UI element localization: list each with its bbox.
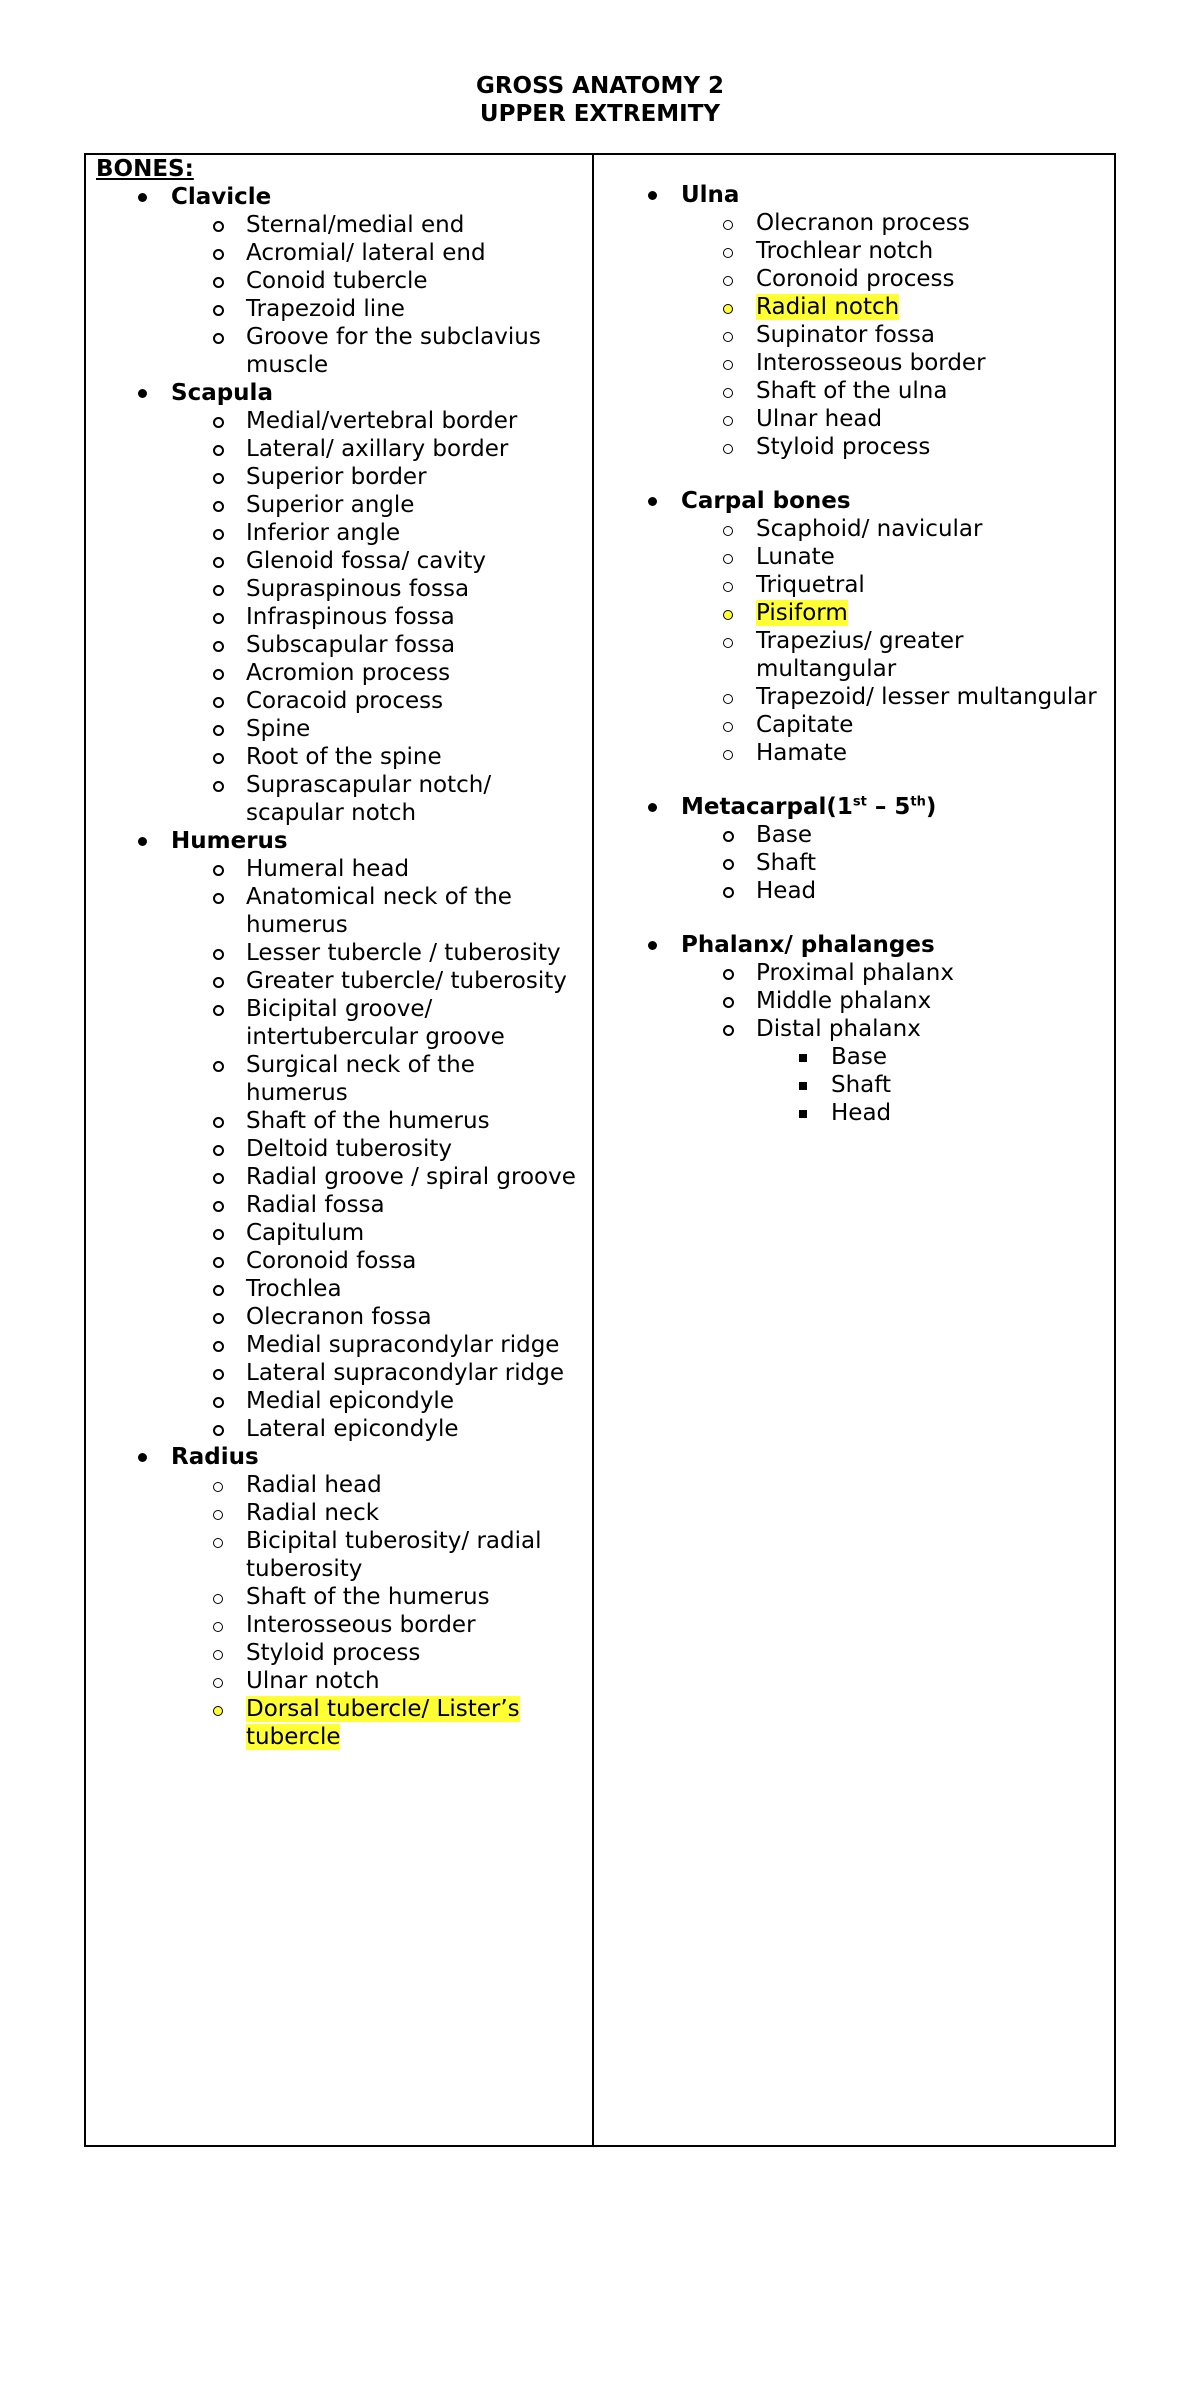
list-item: Coronoid fossa bbox=[96, 1247, 586, 1275]
list-item: Shaft bbox=[606, 849, 1111, 877]
list-item: Inferior angle bbox=[96, 519, 586, 547]
bullet-circle-icon bbox=[213, 1173, 224, 1184]
list-item-highlighted: Radial notch bbox=[606, 293, 1111, 321]
list-item: Radial fossa bbox=[96, 1191, 586, 1219]
list-item: Radial groove / spiral groove bbox=[96, 1163, 586, 1191]
bullet-circle-icon bbox=[213, 529, 224, 540]
bullet-circle-icon bbox=[213, 1397, 224, 1408]
bullet-disc-icon bbox=[138, 1453, 147, 1462]
bullet-circle-icon bbox=[723, 831, 734, 842]
bullet-circle-icon bbox=[213, 1313, 224, 1324]
list-item: Supinator fossa bbox=[606, 321, 1111, 349]
bullet-square-icon bbox=[799, 1082, 807, 1090]
bones-table bbox=[84, 153, 1116, 2147]
bullet-circle-icon bbox=[213, 473, 224, 484]
list-item: Subscapular fossa bbox=[96, 631, 586, 659]
bullet-circle-icon bbox=[213, 1678, 223, 1688]
bullet-circle-icon bbox=[213, 725, 224, 736]
sub-list-item: Shaft bbox=[606, 1071, 1111, 1099]
section-heading: BONES: bbox=[96, 156, 194, 182]
bullet-circle-icon bbox=[213, 333, 224, 344]
bullet-circle-icon bbox=[723, 416, 733, 426]
sub-list-item: Base bbox=[606, 1043, 1111, 1071]
bullet-disc-icon bbox=[648, 191, 657, 200]
list-item: Acromion process bbox=[96, 659, 586, 687]
bullet-circle-icon bbox=[723, 248, 733, 258]
bullet-circle-icon bbox=[723, 276, 733, 286]
list-item-highlighted: Pisiform bbox=[606, 599, 1111, 627]
bullet-circle-icon bbox=[213, 1061, 224, 1072]
bullet-circle-icon bbox=[213, 1229, 224, 1240]
list-item: Lesser tubercle / tuberosity bbox=[96, 939, 586, 967]
bullet-circle-icon bbox=[213, 1425, 224, 1436]
bullet-circle-icon bbox=[723, 750, 733, 760]
list-item: Superior angle bbox=[96, 491, 586, 519]
bullet-circle-icon bbox=[213, 1622, 223, 1632]
list-item: Coronoid process bbox=[606, 265, 1111, 293]
list-item: Anatomical neck of the bbox=[96, 883, 586, 911]
list-item: Base bbox=[606, 821, 1111, 849]
bullet-circle-icon bbox=[723, 360, 733, 370]
bullet-circle-icon bbox=[213, 249, 224, 260]
title-line-1: GROSS ANATOMY 2 bbox=[475, 73, 725, 99]
list-item: Acromial/ lateral end bbox=[96, 239, 586, 267]
right-column bbox=[606, 181, 1111, 1127]
bullet-circle-icon bbox=[723, 722, 733, 732]
group-heading-humerus: Humerus bbox=[96, 827, 586, 855]
bullet-circle-icon bbox=[723, 997, 734, 1008]
bullet-circle-icon bbox=[213, 641, 224, 652]
list-item: Conoid tubercle bbox=[96, 267, 586, 295]
list-item: Lateral supracondylar ridge bbox=[96, 1359, 586, 1387]
list-item: Radial neck bbox=[96, 1499, 586, 1527]
list-item: Medial/vertebral border bbox=[96, 407, 586, 435]
list-item: Lunate bbox=[606, 543, 1111, 571]
list-item: Triquetral bbox=[606, 571, 1111, 599]
bullet-circle-icon bbox=[723, 582, 733, 592]
list-item: Sternal/medial end bbox=[96, 211, 586, 239]
bullet-circle-icon bbox=[723, 220, 733, 230]
group-heading-carpal-bones: Carpal bones bbox=[606, 487, 1111, 515]
group-heading-ulna: Ulna bbox=[606, 181, 1111, 209]
bullet-circle-icon bbox=[213, 501, 224, 512]
phalanx-list bbox=[606, 959, 1111, 1127]
bullet-circle-icon bbox=[213, 1201, 224, 1212]
list-item: Humeral head bbox=[96, 855, 586, 883]
scapula-list bbox=[96, 407, 586, 827]
list-item: Medial supracondylar ridge bbox=[96, 1331, 586, 1359]
list-item: Proximal phalanx bbox=[606, 959, 1111, 987]
bullet-circle-icon bbox=[213, 753, 224, 764]
bullet-circle-icon bbox=[213, 781, 224, 792]
list-item: Middle phalanx bbox=[606, 987, 1111, 1015]
bullet-circle-icon bbox=[213, 613, 224, 624]
bullet-circle-icon bbox=[723, 554, 733, 564]
group-scapula bbox=[96, 379, 586, 827]
bullet-circle-icon bbox=[213, 417, 224, 428]
list-item: Hamate bbox=[606, 739, 1111, 767]
group-heading-phalanx: Phalanx/ phalanges bbox=[606, 931, 1111, 959]
list-item: Spine bbox=[96, 715, 586, 743]
bullet-circle-icon bbox=[213, 1369, 224, 1380]
bullet-circle-icon bbox=[213, 1341, 224, 1352]
list-item: Lateral epicondyle bbox=[96, 1415, 586, 1443]
bullet-circle-icon bbox=[213, 697, 224, 708]
list-item: Groove for the subclavius bbox=[96, 323, 586, 351]
left-column bbox=[96, 155, 586, 1751]
group-ulna bbox=[606, 181, 1111, 461]
radius-list bbox=[96, 1471, 586, 1751]
bullet-circle-icon bbox=[723, 388, 733, 398]
group-phalanx bbox=[606, 931, 1111, 1127]
list-item: Supraspinous fossa bbox=[96, 575, 586, 603]
humerus-list bbox=[96, 855, 586, 1443]
bullet-circle-icon bbox=[723, 887, 734, 898]
list-item: Trapezius/ greater bbox=[606, 627, 1111, 655]
bullet-circle-icon bbox=[213, 669, 224, 680]
list-item: Shaft of the ulna bbox=[606, 377, 1111, 405]
bullet-disc-icon bbox=[648, 941, 657, 950]
list-item: Trochlear notch bbox=[606, 237, 1111, 265]
bullet-circle-icon bbox=[723, 332, 733, 342]
group-radius bbox=[96, 1443, 586, 1751]
bullet-circle-icon bbox=[723, 610, 733, 620]
list-item: Ulnar notch bbox=[96, 1667, 586, 1695]
bullet-circle-icon bbox=[213, 1285, 224, 1296]
bullet-circle-icon bbox=[213, 277, 224, 288]
bullet-circle-icon bbox=[213, 1482, 223, 1492]
list-item: Suprascapular notch/ bbox=[96, 771, 586, 799]
list-item-continuation: tubercle bbox=[246, 1724, 341, 1750]
bullet-circle-icon bbox=[723, 694, 733, 704]
bullet-circle-icon bbox=[723, 859, 734, 870]
bullet-circle-icon bbox=[213, 1538, 223, 1548]
list-item: Glenoid fossa/ cavity bbox=[96, 547, 586, 575]
bullet-circle-icon bbox=[213, 1117, 224, 1128]
bullet-disc-icon bbox=[138, 389, 147, 398]
bullet-circle-icon bbox=[213, 305, 224, 316]
group-clavicle bbox=[96, 183, 586, 379]
group-humerus bbox=[96, 827, 586, 1443]
bullet-circle-icon bbox=[213, 221, 224, 232]
list-item-highlighted: Dorsal tubercle/ Lister’s bbox=[96, 1695, 586, 1723]
list-item: Styloid process bbox=[606, 433, 1111, 461]
column-divider bbox=[592, 155, 594, 2145]
list-item: Root of the spine bbox=[96, 743, 586, 771]
list-item: Olecranon process bbox=[606, 209, 1111, 237]
list-item-continuation: multangular bbox=[756, 656, 897, 682]
list-item: Greater tubercle/ tuberosity bbox=[96, 967, 586, 995]
list-item: Distal phalanx bbox=[606, 1015, 1111, 1043]
list-item: Lateral/ axillary border bbox=[96, 435, 586, 463]
bullet-square-icon bbox=[799, 1110, 807, 1118]
list-item: Trochlea bbox=[96, 1275, 586, 1303]
list-item-continuation: humerus bbox=[246, 1080, 348, 1106]
list-item-continuation: humerus bbox=[246, 912, 348, 938]
bullet-circle-icon bbox=[723, 526, 733, 536]
list-item-continuation: scapular notch bbox=[246, 800, 417, 826]
list-item: Medial epicondyle bbox=[96, 1387, 586, 1415]
bullet-circle-icon bbox=[213, 1650, 223, 1660]
list-item: Shaft of the humerus bbox=[96, 1583, 586, 1611]
list-item: Surgical neck of the bbox=[96, 1051, 586, 1079]
document-title bbox=[0, 72, 1200, 128]
list-item: Styloid process bbox=[96, 1639, 586, 1667]
list-item: Radial head bbox=[96, 1471, 586, 1499]
list-item: Superior border bbox=[96, 463, 586, 491]
bullet-disc-icon bbox=[138, 193, 147, 202]
list-item: Trapezoid line bbox=[96, 295, 586, 323]
list-item-continuation: muscle bbox=[246, 352, 329, 378]
carpal-list bbox=[606, 515, 1111, 767]
bullet-circle-icon bbox=[213, 585, 224, 596]
list-item: Infraspinous fossa bbox=[96, 603, 586, 631]
list-item: Olecranon fossa bbox=[96, 1303, 586, 1331]
bullet-circle-icon bbox=[213, 865, 224, 876]
list-item: Interosseous border bbox=[606, 349, 1111, 377]
list-item: Interosseous border bbox=[96, 1611, 586, 1639]
bullet-disc-icon bbox=[648, 497, 657, 506]
clavicle-list bbox=[96, 211, 586, 379]
ulna-list bbox=[606, 209, 1111, 461]
list-item: Bicipital groove/ bbox=[96, 995, 586, 1023]
bullet-disc-icon bbox=[648, 803, 657, 812]
bullet-disc-icon bbox=[138, 837, 147, 846]
bullet-circle-icon bbox=[213, 445, 224, 456]
bullet-circle-icon bbox=[213, 1145, 224, 1156]
group-metacarpal bbox=[606, 793, 1111, 905]
group-carpal-bones bbox=[606, 487, 1111, 767]
bullet-circle-icon bbox=[723, 1025, 734, 1036]
bullet-circle-icon bbox=[213, 893, 224, 904]
group-heading-radius: Radius bbox=[96, 1443, 586, 1471]
list-item: Deltoid tuberosity bbox=[96, 1135, 586, 1163]
bullet-circle-icon bbox=[213, 977, 224, 988]
metacarpal-list bbox=[606, 821, 1111, 905]
bullet-circle-icon bbox=[723, 638, 733, 648]
list-item: Shaft of the humerus bbox=[96, 1107, 586, 1135]
bullet-circle-icon bbox=[723, 304, 733, 314]
group-heading-scapula: Scapula bbox=[96, 379, 586, 407]
bullet-square-icon bbox=[799, 1054, 807, 1062]
bullet-circle-icon bbox=[213, 1005, 224, 1016]
group-heading-metacarpal: Metacarpal(1st – 5th) bbox=[606, 793, 1111, 821]
bullet-circle-icon bbox=[213, 1510, 223, 1520]
bullet-circle-icon bbox=[213, 1257, 224, 1268]
list-item-continuation: tuberosity bbox=[246, 1556, 363, 1582]
list-item: Ulnar head bbox=[606, 405, 1111, 433]
list-item: Capitate bbox=[606, 711, 1111, 739]
list-item-continuation: intertubercular groove bbox=[246, 1024, 505, 1050]
list-item: Bicipital tuberosity/ radial bbox=[96, 1527, 586, 1555]
bullet-circle-icon bbox=[213, 1706, 223, 1716]
list-item: Capitulum bbox=[96, 1219, 586, 1247]
list-item: Coracoid process bbox=[96, 687, 586, 715]
bullet-circle-icon bbox=[213, 1594, 223, 1604]
list-item: Head bbox=[606, 877, 1111, 905]
list-item: Trapezoid/ lesser multangular bbox=[606, 683, 1111, 711]
bullet-circle-icon bbox=[213, 949, 224, 960]
bullet-circle-icon bbox=[213, 557, 224, 568]
group-heading-clavicle: Clavicle bbox=[96, 183, 586, 211]
bullet-circle-icon bbox=[723, 969, 734, 980]
sub-list-item: Head bbox=[606, 1099, 1111, 1127]
title-line-2: UPPER EXTREMITY bbox=[479, 101, 721, 127]
list-item: Scaphoid/ navicular bbox=[606, 515, 1111, 543]
bullet-circle-icon bbox=[723, 444, 733, 454]
